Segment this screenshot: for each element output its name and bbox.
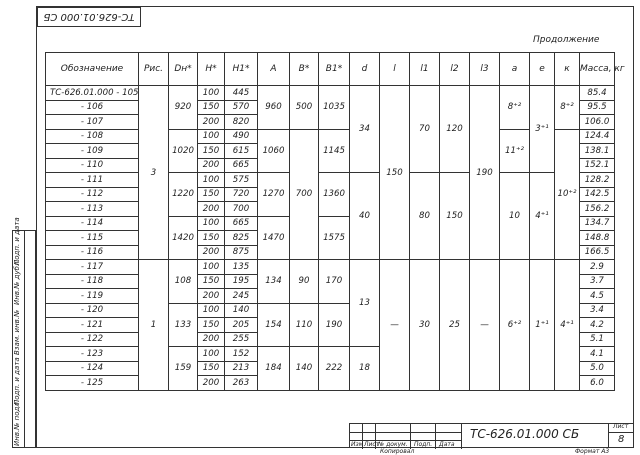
h-cell: 150 xyxy=(198,144,225,159)
a-cell: 1060 xyxy=(258,129,290,173)
h-cell: 200 xyxy=(198,289,225,304)
mass-cell: 4.1 xyxy=(580,347,615,362)
col-header: Dн* xyxy=(169,53,198,86)
col-header: e xyxy=(530,53,555,86)
mass-cell: 166.5 xyxy=(580,245,615,260)
mass-cell: 148.8 xyxy=(580,231,615,246)
dn-cell: 920 xyxy=(169,86,198,130)
col-header: l xyxy=(380,53,410,86)
h1-cell: 135 xyxy=(225,260,258,275)
a-small-cell: 11⁺² xyxy=(500,129,530,173)
h-cell: 200 xyxy=(198,332,225,347)
designation-cell: - 123 xyxy=(46,347,139,362)
h-cell: 200 xyxy=(198,158,225,173)
mass-cell: 156.2 xyxy=(580,202,615,217)
dn-cell: 1420 xyxy=(169,216,198,260)
designation-cell: - 116 xyxy=(46,245,139,260)
d-cell: 13 xyxy=(350,260,380,347)
l2-cell: 150 xyxy=(440,173,470,260)
mass-cell: 142.5 xyxy=(580,187,615,202)
b1-cell: 1035 xyxy=(319,86,350,130)
b-cell: 500 xyxy=(290,86,319,130)
l1-cell: 70 xyxy=(410,86,440,173)
dn-cell: 133 xyxy=(169,303,198,347)
h1-cell: 195 xyxy=(225,274,258,289)
table-header-row xyxy=(46,53,615,86)
sheet-label: Лист xyxy=(613,423,629,430)
b1-cell: 190 xyxy=(319,303,350,347)
l3-cell: — xyxy=(470,260,500,391)
designation-cell: - 112 xyxy=(46,187,139,202)
h-cell: 200 xyxy=(198,115,225,130)
col-header: d xyxy=(350,53,380,86)
h-cell: 200 xyxy=(198,245,225,260)
designation-cell: - 125 xyxy=(46,376,139,391)
h1-cell: 665 xyxy=(225,216,258,231)
col-header: B1* xyxy=(319,53,350,86)
designation-cell: - 108 xyxy=(46,129,139,144)
col-header: Масса, кг xyxy=(580,53,615,86)
margin-label: Подп. и дата xyxy=(13,217,21,265)
col-header: B* xyxy=(290,53,319,86)
designation-cell: ТС-626.01.000 - 105 xyxy=(46,86,139,101)
b1-cell: 222 xyxy=(319,347,350,391)
h-cell: 100 xyxy=(198,216,225,231)
d-cell: 40 xyxy=(350,173,380,260)
k-cell: 4⁺¹ xyxy=(555,260,580,391)
h-cell: 100 xyxy=(198,260,225,275)
b1-cell: 1145 xyxy=(319,129,350,173)
h1-cell: 213 xyxy=(225,361,258,376)
table-row xyxy=(46,173,615,188)
h1-cell: 140 xyxy=(225,303,258,318)
h-cell: 150 xyxy=(198,231,225,246)
document-code: ТС-626.01.000 СБ xyxy=(470,427,580,441)
l-cell: — xyxy=(380,260,410,391)
designation-cell: - 117 xyxy=(46,260,139,275)
margin-label: Инв.№ дубл. xyxy=(13,259,21,305)
h-cell: 150 xyxy=(198,361,225,376)
e-cell: 4⁺¹ xyxy=(530,173,555,260)
h1-cell: 490 xyxy=(225,129,258,144)
e-cell: 1⁺¹ xyxy=(530,260,555,391)
mass-cell: 152.1 xyxy=(580,158,615,173)
l1-cell: 30 xyxy=(410,260,440,391)
col-header: A xyxy=(258,53,290,86)
k-cell: 10⁺² xyxy=(555,129,580,260)
h-cell: 150 xyxy=(198,274,225,289)
l3-cell: 190 xyxy=(470,86,500,260)
l2-cell: 120 xyxy=(440,86,470,173)
dn-cell: 1020 xyxy=(169,129,198,173)
designation-cell: - 118 xyxy=(46,274,139,289)
mass-cell: 128.2 xyxy=(580,173,615,188)
dn-cell: 1220 xyxy=(169,173,198,217)
mass-cell: 5.0 xyxy=(580,361,615,376)
l1-cell: 80 xyxy=(410,173,440,260)
top-stamp-code: ТС-626.01.000 СБ xyxy=(37,7,141,27)
b1-cell: 1360 xyxy=(319,173,350,217)
mass-cell: 4.2 xyxy=(580,318,615,333)
h1-cell: 665 xyxy=(225,158,258,173)
h1-cell: 720 xyxy=(225,187,258,202)
h-cell: 100 xyxy=(198,303,225,318)
h-cell: 200 xyxy=(198,202,225,217)
continued-label: Продолжение xyxy=(533,35,600,45)
mass-cell: 3.4 xyxy=(580,303,615,318)
ris-cell: 1 xyxy=(139,260,169,391)
margin-label: Инв.№ подл. xyxy=(13,399,21,446)
col-header: l3 xyxy=(470,53,500,86)
table-row xyxy=(46,129,615,144)
h1-cell: 825 xyxy=(225,231,258,246)
designation-cell: - 110 xyxy=(46,158,139,173)
h-cell: 100 xyxy=(198,173,225,188)
sheet-box xyxy=(608,423,634,448)
designation-cell: - 114 xyxy=(46,216,139,231)
h1-cell: 152 xyxy=(225,347,258,362)
h-cell: 100 xyxy=(198,129,225,144)
h1-cell: 700 xyxy=(225,202,258,217)
mass-cell: 124.4 xyxy=(580,129,615,144)
a-cell: 134 xyxy=(258,260,290,304)
col-header: l1 xyxy=(410,53,440,86)
h1-cell: 615 xyxy=(225,144,258,159)
tb-col-list: Лист xyxy=(364,441,380,448)
a-cell: 184 xyxy=(258,347,290,391)
h-cell: 150 xyxy=(198,100,225,115)
ris-cell: 3 xyxy=(139,86,169,260)
designation-cell: - 121 xyxy=(46,318,139,333)
k-cell: 8⁺² xyxy=(555,86,580,130)
designation-cell: - 120 xyxy=(46,303,139,318)
h1-cell: 820 xyxy=(225,115,258,130)
h-cell: 200 xyxy=(198,376,225,391)
a-cell: 1270 xyxy=(258,173,290,217)
mass-cell: 85.4 xyxy=(580,86,615,101)
d-cell: 34 xyxy=(350,86,380,173)
tb-col-doc: № докум. xyxy=(378,441,408,448)
col-header: Обозначение xyxy=(46,53,139,86)
d-cell: 18 xyxy=(350,347,380,391)
h1-cell: 570 xyxy=(225,100,258,115)
format-label: Формат А3 xyxy=(575,448,610,455)
designation-cell: - 124 xyxy=(46,361,139,376)
mass-cell: 95.5 xyxy=(580,100,615,115)
designation-cell: - 109 xyxy=(46,144,139,159)
h1-cell: 245 xyxy=(225,289,258,304)
mass-cell: 3.7 xyxy=(580,274,615,289)
col-header: к xyxy=(555,53,580,86)
b1-cell: 1575 xyxy=(319,216,350,260)
b-cell: 90 xyxy=(290,260,319,304)
h1-cell: 255 xyxy=(225,332,258,347)
h1-cell: 263 xyxy=(225,376,258,391)
mass-cell: 5.1 xyxy=(580,332,615,347)
h-cell: 150 xyxy=(198,318,225,333)
designation-cell: - 111 xyxy=(46,173,139,188)
e-cell: 3⁺¹ xyxy=(530,86,555,173)
mass-cell: 2.9 xyxy=(580,260,615,275)
a-small-cell: 6⁺² xyxy=(500,260,530,391)
b1-cell: 170 xyxy=(319,260,350,304)
h-cell: 150 xyxy=(198,187,225,202)
h1-cell: 205 xyxy=(225,318,258,333)
tb-col-sign: Подп. xyxy=(414,441,433,448)
h1-cell: 875 xyxy=(225,245,258,260)
col-header: Рис. xyxy=(139,53,169,86)
h1-cell: 575 xyxy=(225,173,258,188)
margin-label: Подп. и дата xyxy=(13,357,21,405)
designation-cell: - 122 xyxy=(46,332,139,347)
a-small-cell: 8⁺² xyxy=(500,86,530,130)
a-cell: 1470 xyxy=(258,216,290,260)
l-cell: 150 xyxy=(380,86,410,260)
sheet-number: 8 xyxy=(618,434,625,445)
col-header: l2 xyxy=(440,53,470,86)
h1-cell: 445 xyxy=(225,86,258,101)
b-cell: 140 xyxy=(290,347,319,391)
designation-cell: - 113 xyxy=(46,202,139,217)
col-header: H1* xyxy=(225,53,258,86)
dn-cell: 159 xyxy=(169,347,198,391)
margin-label: Взам. инв.№ xyxy=(13,309,21,355)
h-cell: 100 xyxy=(198,86,225,101)
spec-table xyxy=(45,52,625,391)
tb-col-date: Дата xyxy=(439,441,455,448)
table-row xyxy=(46,86,615,101)
col-header: H* xyxy=(198,53,225,86)
mass-cell: 134.7 xyxy=(580,216,615,231)
mass-cell: 138.1 xyxy=(580,144,615,159)
mass-cell: 6.0 xyxy=(580,376,615,391)
l2-cell: 25 xyxy=(440,260,470,391)
mass-cell: 106.0 xyxy=(580,115,615,130)
b-cell: 110 xyxy=(290,303,319,347)
tb-col-izm: Изм xyxy=(351,441,364,448)
designation-cell: - 119 xyxy=(46,289,139,304)
a-cell: 960 xyxy=(258,86,290,130)
designation-cell: - 107 xyxy=(46,115,139,130)
b-cell: 700 xyxy=(290,129,319,260)
designation-cell: - 106 xyxy=(46,100,139,115)
a-cell: 154 xyxy=(258,303,290,347)
dn-cell: 108 xyxy=(169,260,198,304)
h-cell: 100 xyxy=(198,347,225,362)
copied-label: Копировал xyxy=(380,448,415,455)
table-row xyxy=(46,260,615,275)
designation-cell: - 115 xyxy=(46,231,139,246)
col-header: a xyxy=(500,53,530,86)
a-small-cell: 10 xyxy=(500,173,530,260)
mass-cell: 4.5 xyxy=(580,289,615,304)
